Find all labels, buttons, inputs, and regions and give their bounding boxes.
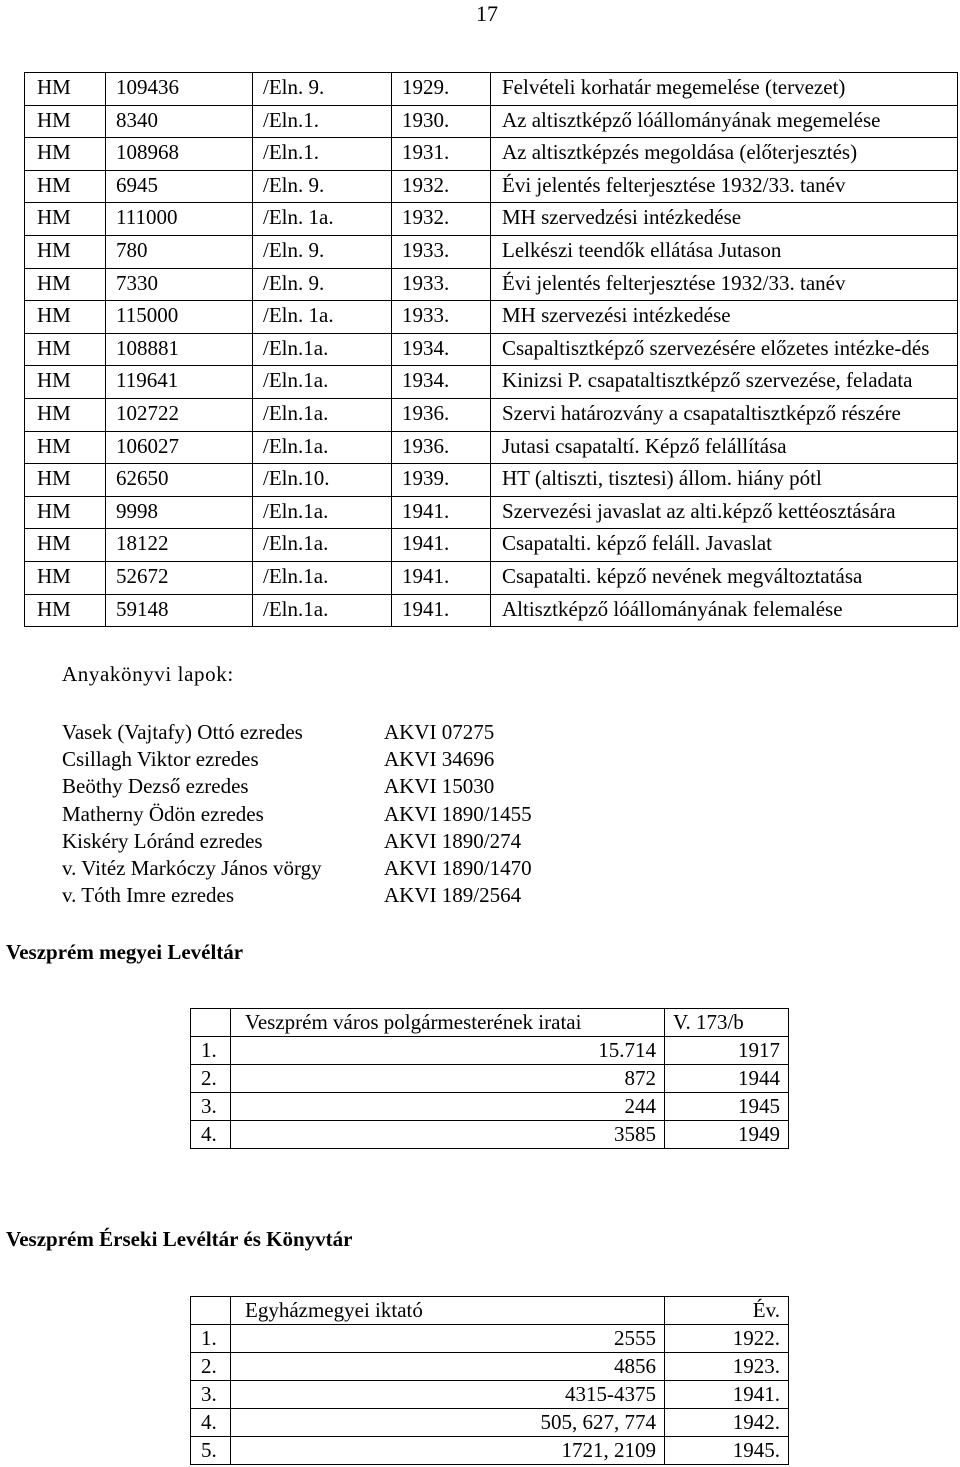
row-prefix: HM bbox=[25, 203, 106, 236]
list-item bbox=[62, 855, 532, 882]
header-blank bbox=[191, 1009, 231, 1037]
row-number: 106027 bbox=[106, 431, 253, 464]
row-index: 1. bbox=[191, 1325, 231, 1353]
row-description: Jutasi csapataltí. Képző felállítása bbox=[491, 431, 958, 464]
table-row bbox=[191, 1121, 789, 1149]
row-description: Csapatalti. képző nevének megváltoztatása bbox=[491, 561, 958, 594]
row-prefix: HM bbox=[25, 235, 106, 268]
header-ref: Év. bbox=[665, 1297, 789, 1325]
row-prefix: HM bbox=[25, 73, 106, 106]
record-code: AKVI 1890/1455 bbox=[384, 801, 532, 826]
row-year: 1939. bbox=[392, 464, 491, 497]
row-ref: /Eln.1a. bbox=[253, 594, 392, 627]
table-row bbox=[191, 1065, 789, 1093]
row-prefix: HM bbox=[25, 431, 106, 464]
row-prefix: HM bbox=[25, 594, 106, 627]
row-ref: /Eln.10. bbox=[253, 464, 392, 497]
row-year: 1944 bbox=[665, 1065, 789, 1093]
row-description: Az altisztképző lóállományának megemelése bbox=[491, 105, 958, 138]
table-row bbox=[25, 235, 958, 268]
table-row bbox=[25, 73, 958, 106]
page-number: 17 bbox=[476, 1, 498, 26]
row-description: Szervi határozvány a csapataltisztképző részére bbox=[491, 398, 958, 431]
row-number: 108881 bbox=[106, 333, 253, 366]
row-ref: /Eln.1a. bbox=[253, 561, 392, 594]
row-year: 1917 bbox=[665, 1037, 789, 1065]
row-index: 5. bbox=[191, 1437, 231, 1465]
row-year: 1936. bbox=[392, 431, 491, 464]
anyakonyvi-records bbox=[62, 719, 532, 909]
table-row bbox=[191, 1353, 789, 1381]
list-item bbox=[62, 801, 532, 828]
row-prefix: HM bbox=[25, 366, 106, 399]
row-ref: /Eln.1a. bbox=[253, 496, 392, 529]
row-description: Az altisztképzés megoldása (előterjesztés) bbox=[491, 138, 958, 171]
record-name: v. Vitéz Markóczy János vörgy bbox=[62, 855, 322, 880]
row-year: 1933. bbox=[392, 301, 491, 334]
row-number: 9998 bbox=[106, 496, 253, 529]
record-code: AKVI 1890/274 bbox=[384, 828, 522, 853]
row-year: 1941. bbox=[392, 594, 491, 627]
row-description: Évi jelentés felterjesztése 1932/33. tanév bbox=[491, 268, 958, 301]
row-description: Szervezési javaslat az alti.képző kettéosztására bbox=[491, 496, 958, 529]
record-name: Matherny Ödön ezredes bbox=[62, 801, 264, 826]
record-name: Beöthy Dezső ezredes bbox=[62, 774, 249, 799]
row-value: 15.714 bbox=[231, 1037, 665, 1065]
row-year: 1945. bbox=[665, 1437, 789, 1465]
row-value: 1721, 2109 bbox=[231, 1437, 665, 1465]
row-prefix: HM bbox=[25, 170, 106, 203]
row-ref: /Eln.1a. bbox=[253, 398, 392, 431]
row-number: 780 bbox=[106, 235, 253, 268]
row-value: 505, 627, 774 bbox=[231, 1409, 665, 1437]
row-description: Évi jelentés felterjesztése 1932/33. tanév bbox=[491, 170, 958, 203]
row-year: 1932. bbox=[392, 203, 491, 236]
row-year: 1922. bbox=[665, 1325, 789, 1353]
row-number: 119641 bbox=[106, 366, 253, 399]
record-name: Vasek (Vajtafy) Ottó ezredes bbox=[62, 720, 303, 744]
row-year: 1933. bbox=[392, 268, 491, 301]
record-code: AKVI 34696 bbox=[384, 747, 495, 772]
row-ref: /Eln.1. bbox=[253, 105, 392, 138]
row-year: 1941. bbox=[392, 561, 491, 594]
row-description: Lelkészi teendők ellátása Jutason bbox=[491, 235, 958, 268]
row-value: 872 bbox=[231, 1065, 665, 1093]
table-header-row bbox=[191, 1297, 789, 1325]
table-row bbox=[25, 464, 958, 497]
row-number: 108968 bbox=[106, 138, 253, 171]
record-name: Csillagh Viktor ezredes bbox=[62, 747, 259, 772]
row-number: 6945 bbox=[106, 170, 253, 203]
row-year: 1923. bbox=[665, 1353, 789, 1381]
row-year: 1949 bbox=[665, 1121, 789, 1149]
table-row bbox=[25, 301, 958, 334]
table-row bbox=[25, 529, 958, 562]
veszprem-erseki-heading: Veszprém Érseki Levéltár és Könyvtár bbox=[6, 1227, 353, 1251]
row-description: HT (altiszti, tisztesi) állom. hiány pótl bbox=[491, 464, 958, 497]
row-year: 1931. bbox=[392, 138, 491, 171]
row-year: 1941. bbox=[392, 529, 491, 562]
row-year: 1934. bbox=[392, 333, 491, 366]
table-row bbox=[25, 138, 958, 171]
row-ref: /Eln. 9. bbox=[253, 170, 392, 203]
row-description: MH szervedzési intézkedése bbox=[491, 203, 958, 236]
row-value: 244 bbox=[231, 1093, 665, 1121]
row-prefix: HM bbox=[25, 561, 106, 594]
row-value: 4315-4375 bbox=[231, 1381, 665, 1409]
row-prefix: HM bbox=[25, 398, 106, 431]
row-prefix: HM bbox=[25, 529, 106, 562]
table-row bbox=[25, 333, 958, 366]
table-row bbox=[25, 398, 958, 431]
row-value: 2555 bbox=[231, 1325, 665, 1353]
row-number: 62650 bbox=[106, 464, 253, 497]
row-number: 111000 bbox=[106, 203, 253, 236]
row-ref: /Eln.1a. bbox=[253, 333, 392, 366]
row-prefix: HM bbox=[25, 268, 106, 301]
row-prefix: HM bbox=[25, 496, 106, 529]
table-row bbox=[25, 366, 958, 399]
veszprem-megyei-heading: Veszprém megyei Levéltár bbox=[6, 940, 244, 964]
row-ref: /Eln.1a. bbox=[253, 366, 392, 399]
row-year: 1945 bbox=[665, 1093, 789, 1121]
row-ref: /Eln. 9. bbox=[253, 268, 392, 301]
row-year: 1930. bbox=[392, 105, 491, 138]
row-index: 3. bbox=[191, 1381, 231, 1409]
record-code: AKVI 1890/1470 bbox=[384, 855, 532, 880]
row-index: 4. bbox=[191, 1409, 231, 1437]
record-code: AKVI 15030 bbox=[384, 774, 495, 799]
veszprem-megyei-table bbox=[190, 1008, 789, 1149]
record-name: Kiskéry Lóránd ezredes bbox=[62, 828, 263, 853]
row-description: MH szervezési intézkedése bbox=[491, 301, 958, 334]
row-number: 115000 bbox=[106, 301, 253, 334]
row-ref: /Eln.1a. bbox=[253, 431, 392, 464]
row-ref: /Eln. 1a. bbox=[253, 203, 392, 236]
row-value: 3585 bbox=[231, 1121, 665, 1149]
row-index: 1. bbox=[191, 1037, 231, 1065]
header-blank bbox=[191, 1297, 231, 1325]
table-row bbox=[25, 203, 958, 236]
row-number: 59148 bbox=[106, 594, 253, 627]
table-header-row bbox=[191, 1009, 789, 1037]
row-year: 1929. bbox=[392, 73, 491, 106]
hm-archive-table bbox=[24, 72, 958, 627]
row-index: 2. bbox=[191, 1065, 231, 1093]
row-number: 109436 bbox=[106, 73, 253, 106]
table-row bbox=[191, 1325, 789, 1353]
row-ref: /Eln.1. bbox=[253, 138, 392, 171]
table-row bbox=[25, 268, 958, 301]
row-index: 3. bbox=[191, 1093, 231, 1121]
table-row bbox=[25, 561, 958, 594]
table-row bbox=[191, 1437, 789, 1465]
row-year: 1933. bbox=[392, 235, 491, 268]
row-ref: /Eln.1a. bbox=[253, 529, 392, 562]
list-item bbox=[62, 773, 532, 800]
row-number: 18122 bbox=[106, 529, 253, 562]
row-ref: /Eln. 1a. bbox=[253, 301, 392, 334]
row-number: 102722 bbox=[106, 398, 253, 431]
row-prefix: HM bbox=[25, 464, 106, 497]
table-row bbox=[191, 1409, 789, 1437]
row-description: Csapaltisztképző szervezésére előzetes intézke-dés bbox=[491, 333, 958, 366]
table-row bbox=[25, 496, 958, 529]
row-index: 4. bbox=[191, 1121, 231, 1149]
list-item bbox=[62, 882, 532, 909]
row-prefix: HM bbox=[25, 138, 106, 171]
row-ref: /Eln. 9. bbox=[253, 235, 392, 268]
table-row bbox=[25, 594, 958, 627]
row-description: Kinizsi P. csapataltisztképző szervezése, feladata bbox=[491, 366, 958, 399]
anyakonyvi-label: Anyakönyvi lapok: bbox=[62, 662, 234, 686]
header-title: Egyházmegyei iktató bbox=[231, 1297, 665, 1325]
row-year: 1941. bbox=[392, 496, 491, 529]
row-ref: /Eln. 9. bbox=[253, 73, 392, 106]
table-row bbox=[25, 431, 958, 464]
table-row bbox=[191, 1381, 789, 1409]
row-number: 52672 bbox=[106, 561, 253, 594]
veszprem-erseki-table bbox=[190, 1296, 789, 1465]
row-year: 1934. bbox=[392, 366, 491, 399]
row-prefix: HM bbox=[25, 105, 106, 138]
row-year: 1942. bbox=[665, 1409, 789, 1437]
row-value: 4856 bbox=[231, 1353, 665, 1381]
row-prefix: HM bbox=[25, 333, 106, 366]
table-row bbox=[25, 105, 958, 138]
list-item bbox=[62, 746, 532, 773]
row-year: 1936. bbox=[392, 398, 491, 431]
row-year: 1941. bbox=[665, 1381, 789, 1409]
record-name: v. Tóth Imre ezredes bbox=[62, 883, 235, 908]
list-item bbox=[62, 828, 532, 855]
record-code: AKVI 189/2564 bbox=[384, 883, 522, 908]
row-number: 8340 bbox=[106, 105, 253, 138]
list-item bbox=[62, 719, 532, 746]
row-description: Altisztképző lóállományának felemalése bbox=[491, 594, 958, 627]
row-description: Csapatalti. képző feláll. Javaslat bbox=[491, 529, 958, 562]
table-row bbox=[25, 170, 958, 203]
row-number: 7330 bbox=[106, 268, 253, 301]
row-index: 2. bbox=[191, 1353, 231, 1381]
header-ref: V. 173/b bbox=[665, 1009, 789, 1037]
row-description: Felvételi korhatár megemelése (tervezet) bbox=[491, 73, 958, 106]
record-code: AKVI 07275 bbox=[384, 720, 495, 744]
table-row bbox=[191, 1093, 789, 1121]
row-prefix: HM bbox=[25, 301, 106, 334]
header-title: Veszprém város polgármesterének iratai bbox=[231, 1009, 665, 1037]
table-row bbox=[191, 1037, 789, 1065]
row-year: 1932. bbox=[392, 170, 491, 203]
